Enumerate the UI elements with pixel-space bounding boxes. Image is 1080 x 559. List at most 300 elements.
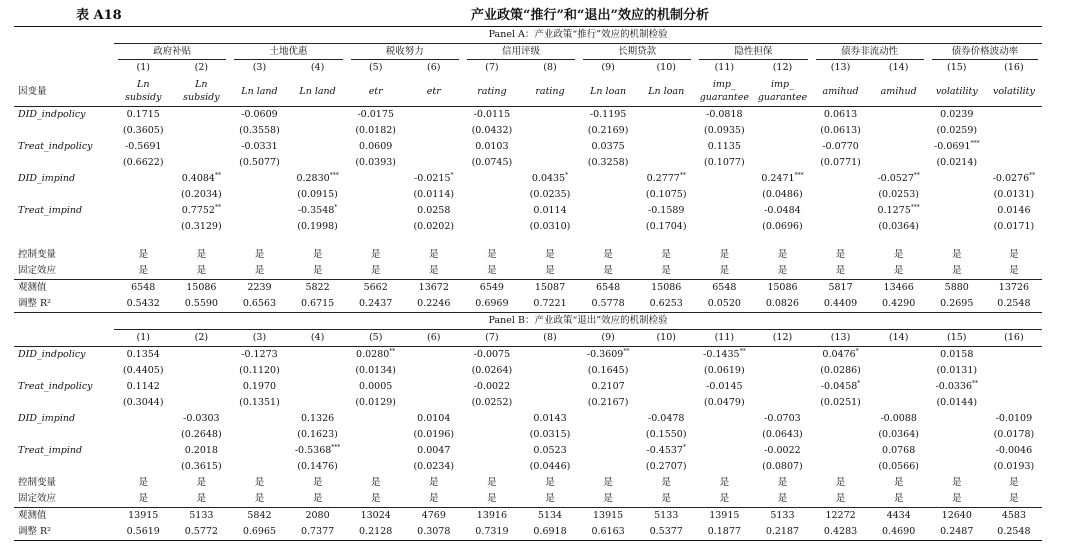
column-number: (6): [405, 330, 463, 347]
adjusted-r2-row-cell: 0.4283: [812, 524, 870, 541]
column-number-row: [14, 60, 1042, 76]
dependent-variable-name: [347, 76, 405, 107]
dependent-variable-name: [405, 76, 463, 107]
yes-cell: 是: [312, 477, 323, 488]
coefficient-cell: (0.0202): [413, 221, 455, 232]
coefficient-cell: (0.5077): [239, 157, 280, 168]
coefficient-cell: (0.0252): [471, 397, 513, 408]
adjusted-r2-row-cell: 0.2246: [417, 298, 451, 309]
observations-row-cell: 6548: [114, 280, 172, 297]
observations-row-cell: 4434: [870, 508, 928, 525]
coefficient-cell: 0.2471***: [761, 171, 804, 184]
coefficient-cell: [870, 123, 928, 139]
table-body: [14, 27, 1042, 541]
coefficient-cell: [347, 219, 405, 235]
variable-label: Treat_impind: [18, 445, 83, 456]
variable-label: [14, 219, 114, 235]
variable-label: [14, 363, 114, 379]
adjusted-r2-row-label: 调整 R²: [18, 298, 51, 309]
table-label: 表 A18: [76, 8, 122, 23]
yes-cell: 是: [952, 493, 962, 504]
significance-stars: ***: [329, 171, 339, 179]
coefficient-cell: 0.1354: [126, 349, 160, 360]
coefficient-cell: (0.0310): [529, 221, 571, 232]
group-header: [579, 44, 695, 61]
yes-cell: 是: [661, 477, 671, 488]
coefficient-cell: 0.0103: [475, 141, 509, 152]
yes-cell: 是: [138, 265, 148, 276]
coefficient-cell: [870, 107, 928, 124]
coefficient-cell: 0.0613: [823, 109, 858, 120]
yes-cell: 是: [835, 493, 846, 504]
dependent-variable-top: rating: [535, 85, 565, 97]
control-variables-row-label: 控制变量: [18, 477, 57, 488]
coefficient-cell: 0.0435*: [531, 171, 569, 184]
coefficient-cell: [637, 363, 695, 379]
observations-row-cell: 5817: [812, 280, 870, 297]
yes-cell: 是: [893, 493, 904, 504]
coefficient-cell: [289, 347, 347, 364]
yes-cell: 是: [777, 265, 788, 276]
coefficient-cell: [579, 427, 637, 443]
coefficient-cell: [928, 171, 986, 187]
coefficient-cell: [521, 379, 579, 395]
coefficient-cell: [870, 395, 928, 411]
yes-cell: 是: [254, 249, 265, 260]
coefficient-cell: (0.0178): [993, 429, 1035, 440]
coefficient-cell: [172, 123, 230, 139]
column-number: (13): [812, 330, 870, 347]
adjusted-r2-row-cell: 0.6253: [649, 298, 683, 309]
group-header-row: [14, 44, 1042, 61]
spacer-cell: [812, 235, 870, 247]
observations-row-cell: 15087: [521, 280, 579, 297]
coefficient-cell: -0.0276**: [992, 171, 1036, 184]
control-variables-row: [14, 247, 1042, 263]
coefficient-row: [14, 379, 1042, 395]
coefficient-cell: (0.2167): [587, 397, 629, 408]
yes-cell: 是: [719, 265, 730, 276]
coefficient-cell: [230, 203, 288, 219]
yes-cell: 是: [952, 477, 962, 488]
yes-cell: 是: [545, 249, 555, 260]
adjusted-r2-row-cell: 0.6163: [579, 524, 637, 541]
coefficient-cell: -0.0303: [183, 413, 220, 424]
coefficient-cell: (0.4405): [122, 365, 164, 376]
coefficient-cell: (0.3258): [587, 157, 629, 168]
coefficient-cell: -0.0075: [473, 349, 511, 360]
yes-cell: 是: [196, 493, 207, 504]
observations-row-cell: 15086: [172, 280, 230, 297]
dependent-variable-name: [172, 76, 230, 107]
coefficient-cell: 0.0146: [997, 205, 1031, 216]
coefficient-cell: (0.0129): [355, 397, 396, 408]
observations-row-cell: 5133: [753, 508, 811, 525]
spacer-cell: [405, 235, 463, 247]
column-number: (2): [172, 330, 230, 347]
coefficient-cell: -0.0478: [648, 413, 685, 424]
coefficient-cell: (0.0566): [878, 461, 919, 472]
significance-stars: ***: [331, 443, 341, 451]
coefficient-cell: -0.0215*: [414, 171, 454, 184]
coefficient-cell: [463, 219, 521, 235]
observations-row-cell: 15086: [753, 280, 811, 297]
observations-row-cell: 5133: [172, 508, 230, 525]
dependent-variable-name: [637, 76, 695, 107]
coefficient-cell: [347, 187, 405, 203]
group-header: [230, 44, 346, 61]
spacer-cell: [521, 235, 579, 247]
coefficient-cell: (0.0144): [936, 397, 978, 408]
yes-cell: 是: [777, 493, 788, 504]
adjusted-r2-row-cell: 0.2695: [940, 298, 974, 309]
dependent-variable-top: imp_: [771, 79, 794, 90]
coefficient-cell: [405, 363, 463, 379]
coefficient-cell: 0.1142: [126, 381, 160, 392]
coefficient-cell: (0.0393): [355, 157, 396, 168]
coefficient-cell: [579, 171, 637, 187]
coefficient-cell: 0.0523: [533, 445, 567, 456]
adjusted-r2-row-cell: 0.4690: [870, 524, 928, 541]
coefficient-cell: [230, 443, 288, 459]
observations-row-cell: 13024: [347, 508, 405, 525]
significance-stars: *: [857, 379, 861, 387]
column-number: (3): [230, 330, 288, 347]
adjusted-r2-row-cell: 0.5619: [114, 524, 172, 541]
spacer-cell: [753, 235, 811, 247]
yes-cell: 是: [893, 249, 904, 260]
spacer-cell: [928, 235, 986, 247]
coefficient-cell: [637, 155, 695, 171]
column-number: (15): [947, 62, 967, 73]
coefficient-cell: -0.1589: [648, 205, 685, 216]
coefficient-cell: [928, 187, 986, 203]
dependent-variable-name: [579, 76, 637, 107]
coefficient-cell: (0.1550): [645, 429, 687, 440]
coefficient-cell: -0.0331: [241, 141, 278, 152]
coefficient-cell: (0.0131): [936, 365, 978, 376]
variable-label: DID_impind: [18, 413, 76, 424]
title-row: [0, 4, 1080, 26]
variable-label: [14, 427, 114, 443]
variable-label: DID_indpolicy: [18, 349, 86, 360]
coefficient-cell: [347, 443, 405, 459]
yes-cell: 是: [429, 249, 439, 260]
coefficient-cell: [463, 187, 521, 203]
coefficient-cell: 0.2830***: [296, 171, 339, 184]
fixed-effects-row-label: 固定效应: [18, 493, 57, 504]
coefficient-cell: [753, 139, 811, 155]
yes-cell: 是: [196, 249, 207, 260]
spacer-cell: [347, 235, 405, 247]
coefficient-cell: [347, 203, 405, 219]
coefficient-cell: [695, 203, 753, 219]
spacer-cell: [870, 235, 928, 247]
group-header: [463, 44, 579, 61]
coefficient-cell: 0.0375: [591, 141, 625, 152]
coefficient-cell: -0.0046: [995, 445, 1033, 456]
variable-label: [14, 155, 114, 171]
column-number: (15): [928, 330, 986, 347]
column-number: (2): [194, 62, 209, 73]
coefficient-cell: (0.0134): [355, 365, 396, 376]
observations-row-label: 观测值: [14, 508, 114, 525]
yes-cell: 是: [545, 477, 555, 488]
dependent-variable-top: Ln loan: [648, 85, 685, 97]
coefficient-cell: [695, 427, 753, 443]
coefficient-cell: [230, 187, 288, 203]
yes-cell: 是: [312, 265, 323, 276]
coefficient-cell: [928, 427, 986, 443]
fixed-effects-row: [14, 263, 1042, 280]
coefficient-cell: [347, 427, 405, 443]
coefficient-cell: (0.0171): [993, 221, 1035, 232]
yes-cell: 是: [719, 477, 730, 488]
coefficient-cell: [986, 139, 1042, 155]
observations-row-cell: 2080: [289, 508, 347, 525]
yes-cell: 是: [196, 477, 207, 488]
coefficient-cell: (0.0214): [936, 157, 978, 168]
coefficient-cell: [928, 443, 986, 459]
coefficient-cell: [230, 219, 288, 235]
yes-cell: 是: [370, 265, 381, 276]
coefficient-cell: (0.1077): [704, 157, 745, 168]
coefficient-cell: [347, 171, 405, 187]
coefficient-cell: [463, 203, 521, 219]
dependent-variable-label: 因变量: [14, 76, 114, 107]
coefficient-cell: [928, 411, 986, 427]
coefficient-cell: (0.0619): [704, 365, 745, 376]
adjusted-r2-row-cell: 0.5778: [591, 298, 625, 309]
coefficient-cell: (0.1476): [297, 461, 338, 472]
observations-row-cell: 13915: [114, 508, 172, 525]
coefficient-cell: (0.0131): [993, 189, 1035, 200]
coefficient-cell: [870, 347, 928, 364]
coefficient-cell: -0.0109: [995, 413, 1033, 424]
yes-cell: 是: [487, 477, 497, 488]
dependent-variable-name: [986, 76, 1042, 107]
coefficient-cell: 0.0258: [417, 205, 451, 216]
adjusted-r2-row-cell: 0.6715: [300, 298, 335, 309]
coefficient-cell: [114, 411, 172, 427]
yes-cell: 是: [254, 493, 265, 504]
coefficient-cell: (0.0234): [413, 461, 455, 472]
yes-cell: 是: [893, 265, 904, 276]
yes-cell: 是: [254, 477, 265, 488]
spacer-cell: [986, 235, 1042, 247]
coefficient-cell: 0.0047: [417, 445, 451, 456]
coefficient-cell: (0.2034): [181, 189, 222, 200]
variable-label: [14, 123, 114, 139]
dependent-variable-top: volatility: [992, 85, 1035, 97]
dependent-variable-name: [695, 76, 753, 107]
coefficient-cell: [753, 155, 811, 171]
coefficient-row: [14, 411, 1042, 427]
column-number: (11): [695, 330, 753, 347]
adjusted-r2-row-cell: 0.2187: [753, 524, 811, 541]
column-number: (5): [347, 330, 405, 347]
coefficient-cell: [812, 219, 870, 235]
coefficient-cell: [870, 379, 928, 395]
yes-cell: 是: [603, 493, 613, 504]
coefficient-cell: (0.0286): [820, 365, 861, 376]
observations-row-cell: 12272: [812, 508, 870, 525]
dependent-variable-top: rating: [477, 85, 507, 97]
panel_b-title: Panel B：产业政策“退出”效应的机制检验: [114, 313, 1042, 330]
observations-row: [14, 508, 1042, 525]
coefficient-cell: (0.3129): [181, 221, 222, 232]
spacer-cell: [230, 235, 288, 247]
observations-row-cell: 6548: [695, 280, 753, 297]
coefficient-cell: -0.1273: [241, 349, 278, 360]
observations-row-cell: 5662: [347, 280, 405, 297]
observations-row-cell: 5134: [521, 508, 579, 525]
yes-cell: 是: [312, 249, 323, 260]
coefficient-row: [14, 347, 1042, 364]
coefficient-cell: (0.0432): [471, 125, 513, 136]
significance-stars: **: [214, 171, 221, 179]
coefficient-cell: -0.0336**: [935, 379, 978, 392]
coefficient-cell: [986, 123, 1042, 139]
coefficient-cell: [928, 203, 986, 219]
coefficient-cell: (0.0364): [878, 221, 919, 232]
observations-row-label: 观测值: [14, 280, 114, 297]
column-number: (7): [485, 62, 499, 73]
yes-cell: 是: [429, 477, 439, 488]
observations-row-cell: 5842: [230, 508, 288, 525]
coefficient-cell: 0.0005: [359, 381, 393, 392]
coefficient-cell: [347, 459, 405, 475]
coefficient-row: [14, 203, 1042, 219]
coefficient-cell: (0.1645): [587, 365, 629, 376]
observations-row-cell: 5133: [637, 508, 695, 525]
yes-cell: 是: [545, 265, 555, 276]
dependent-variable-top: imp_: [712, 79, 736, 90]
column-number: (14): [870, 330, 928, 347]
yes-cell: 是: [603, 477, 613, 488]
coefficient-cell: 0.0768: [882, 445, 916, 456]
adjusted-r2-row-cell: 0.6563: [242, 298, 277, 309]
variable-label: Treat_impind: [18, 205, 83, 216]
empty-cell: [14, 313, 114, 330]
coefficient-cell: 0.0239: [940, 109, 974, 120]
coefficient-cell: [812, 171, 870, 187]
yes-cell: 是: [429, 265, 439, 276]
group-header: [347, 44, 463, 61]
dependent-variable-name: [230, 76, 288, 107]
coefficient-cell: [405, 379, 463, 395]
coefficient-cell: [289, 363, 347, 379]
dependent-variable-top: Ln land: [299, 85, 336, 97]
dependent-variable-row: [14, 76, 1042, 107]
coefficient-cell: [289, 379, 347, 395]
coefficient-cell: (0.0259): [936, 125, 978, 136]
coefficient-row: [14, 443, 1042, 459]
coefficient-cell: [521, 155, 579, 171]
coefficient-cell: [405, 107, 463, 124]
group-header-label: 长期贷款: [583, 44, 691, 60]
adjusted-r2-row-cell: 0.1877: [695, 524, 753, 541]
yes-cell: 是: [138, 477, 148, 488]
significance-stars: **: [972, 379, 978, 387]
dependent-variable-top: Ln land: [241, 85, 278, 97]
coefficient-cell: [579, 203, 637, 219]
coefficient-cell: -0.0175: [357, 109, 394, 120]
adjusted-r2-row-cell: 0.6918: [521, 524, 579, 541]
coefficient-cell: [928, 219, 986, 235]
yes-cell: 是: [1009, 249, 1019, 260]
adjusted-r2-row-cell: 0.3078: [405, 524, 463, 541]
coefficient-cell: 0.2018: [184, 445, 218, 456]
coefficient-cell: [172, 363, 230, 379]
yes-cell: 是: [487, 265, 497, 276]
coefficient-cell: [986, 107, 1042, 124]
coefficient-cell: [114, 443, 172, 459]
adjusted-r2-row: [14, 296, 1042, 313]
coefficient-cell: [114, 203, 172, 219]
coefficient-cell: [637, 395, 695, 411]
adjusted-r2-row-cell: 0.4409: [823, 298, 858, 309]
results-table: [14, 26, 1042, 541]
coefficient-cell: [405, 123, 463, 139]
coefficient-cell: (0.2648): [181, 429, 222, 440]
coefficient-cell: [695, 411, 753, 427]
group-header: [114, 44, 230, 61]
coefficient-cell: [289, 123, 347, 139]
coefficient-cell: [812, 443, 870, 459]
column-number: (16): [1004, 62, 1024, 73]
yes-cell: 是: [370, 477, 381, 488]
yes-cell: 是: [429, 493, 439, 504]
coefficient-row: [14, 427, 1042, 443]
coefficient-cell: (0.0771): [820, 157, 861, 168]
yes-cell: 是: [138, 249, 148, 260]
coefficient-cell: 0.0280**: [356, 347, 396, 360]
significance-stars: ***: [910, 203, 920, 211]
adjusted-r2-row-cell: 0.0826: [765, 298, 800, 309]
coefficient-cell: [405, 347, 463, 364]
coefficient-cell: [637, 123, 695, 139]
dependent-variable-bottom: subsidy: [183, 92, 220, 103]
significance-stars: ***: [970, 139, 980, 147]
coefficient-cell: [870, 155, 928, 171]
group-header-label: 债券非流动性: [816, 44, 924, 60]
observations-row-cell: 2239: [230, 280, 288, 297]
yes-cell: 是: [196, 265, 207, 276]
observations-row-cell: 6548: [579, 280, 637, 297]
coefficient-cell: (0.0364): [878, 429, 919, 440]
column-number: (10): [637, 330, 695, 347]
empty-cell: [14, 44, 114, 61]
dependent-variable-top: amihud: [822, 85, 859, 97]
coefficient-cell: (0.0182): [355, 125, 396, 136]
yes-cell: 是: [1009, 477, 1019, 488]
yes-cell: 是: [835, 265, 846, 276]
coefficient-cell: (0.0486): [762, 189, 803, 200]
significance-stars: **: [623, 347, 630, 355]
coefficient-cell: -0.3548*: [297, 203, 338, 216]
dependent-variable-top: Ln loan: [590, 85, 627, 97]
column-number: (7): [463, 330, 521, 347]
coefficient-cell: [695, 459, 753, 475]
coefficient-row: [14, 187, 1042, 203]
coefficient-cell: 0.2777**: [646, 171, 686, 184]
coefficient-cell: (0.0315): [529, 429, 571, 440]
coefficient-cell: [405, 395, 463, 411]
coefficient-row: [14, 171, 1042, 187]
dependent-variable-bottom: subsidy: [125, 92, 162, 103]
coefficient-cell: (0.3044): [122, 397, 164, 408]
